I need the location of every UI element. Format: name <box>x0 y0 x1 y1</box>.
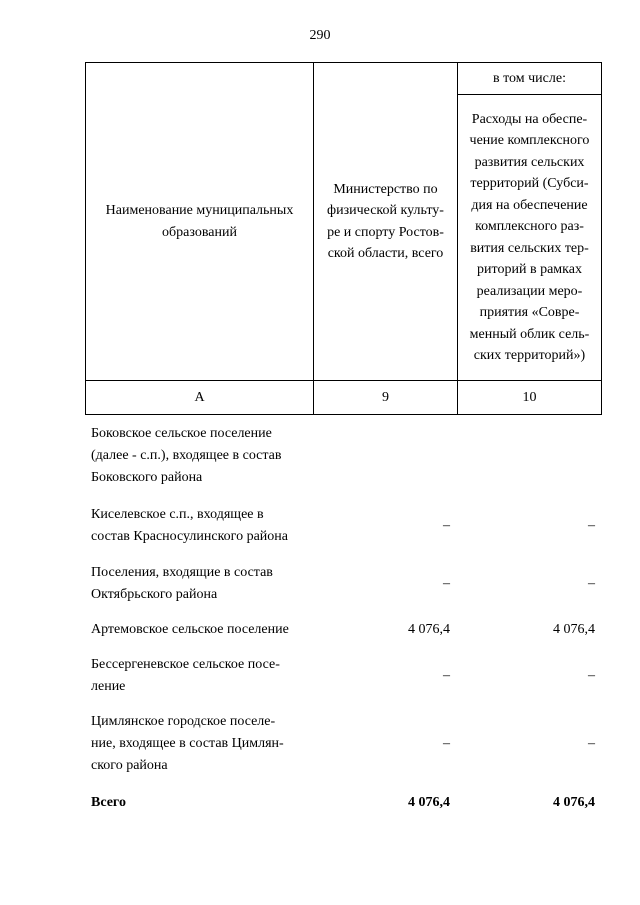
row-name: Боковское сельское поселение (далее - с.п.), входящее в состав Боковского района <box>91 426 282 485</box>
header-municipality-name: Наименование муниципальных образований <box>86 63 314 381</box>
total-value-10: 4 076,4 <box>553 795 595 810</box>
index-cell-9: 9 <box>314 381 458 415</box>
row-value-10: 4 076,4 <box>553 622 595 637</box>
table-header <box>85 62 602 415</box>
total-label: Всего <box>91 795 126 810</box>
row-name: Артемовское сельское поселение <box>91 622 289 637</box>
row-name: Поселения, входящие в состав Октябрьского района <box>91 565 273 602</box>
header-rural-development-expenses: Расходы на обеспе- чение комплексного развития сельских территорий (Субси- дия на обеспечение комплексного раз- вития сельских тер- риторий в рамках реализации меро- приятия «Совре- менный облик сель- ских территорий») <box>458 95 602 381</box>
row-value-10: – <box>588 736 595 751</box>
row-value-10: – <box>588 518 595 533</box>
row-name: Цимлянское городское поселе- ние, входящее в состав Цимлян- ского района <box>91 714 284 773</box>
row-value-9: 4 076,4 <box>408 622 450 637</box>
row-value-10: – <box>588 576 595 591</box>
row-name: Бессергеневское сельское посе- ление <box>91 657 280 694</box>
header-ministry-total: Министерство по физической культу- ре и спорту Ростов- ской области, всего <box>314 63 458 381</box>
total-value-9: 4 076,4 <box>408 795 450 810</box>
row-name: Киселевское с.п., входящее в состав Красносулинского района <box>91 507 288 544</box>
row-value-9: – <box>443 668 450 683</box>
index-cell-a: А <box>86 381 314 415</box>
header-in-total: в том числе: <box>458 63 602 95</box>
index-cell-10: 10 <box>458 381 602 415</box>
row-value-10: – <box>588 668 595 683</box>
page-number: 290 <box>309 28 331 43</box>
row-value-9: – <box>443 736 450 751</box>
row-value-9: – <box>443 576 450 591</box>
row-value-9: – <box>443 518 450 533</box>
